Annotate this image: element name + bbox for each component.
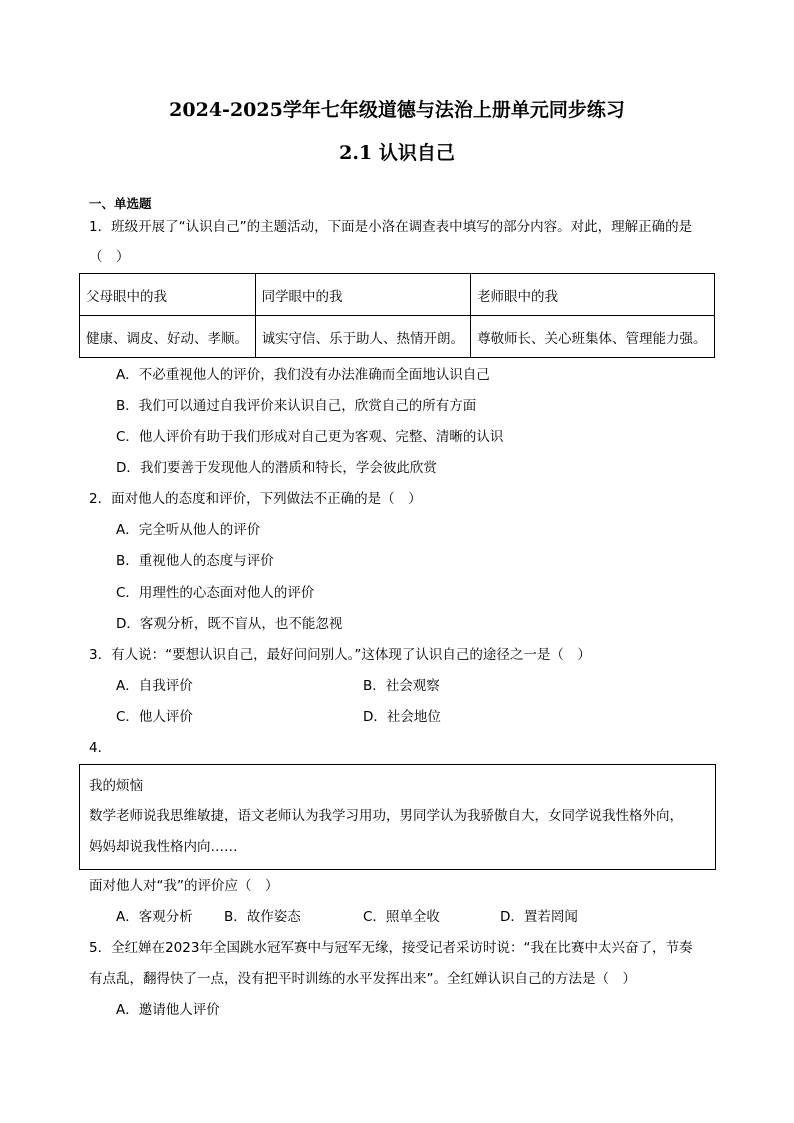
table-cell: 健康、调皮、好动、孝顺。 [80, 316, 256, 358]
table-row [80, 316, 715, 358]
table-header-cell: 父母眼中的我 [80, 274, 256, 316]
q4-stem: 面对他人对“我”的评价应（ ） [89, 878, 279, 894]
q1-option-d: D．我们要善于发现他人的潜质和特长，学会彼此欣赏 [116, 460, 437, 476]
q4-box-line2: 妈妈却说我性格内向…… [89, 839, 238, 855]
section-label: 一、单选题 [89, 196, 152, 211]
table-header-cell: 老师眼中的我 [471, 274, 715, 316]
q4-box-line1: 数学老师说我思维敏捷，语文老师认为我学习用功，男同学认为我骄傲自大，女同学说我性格外向， [89, 808, 683, 824]
q1-stem-line2: （ ） [89, 249, 130, 265]
q4-option-a: A．客观分析 [116, 909, 193, 925]
table-header-cell: 同学眼中的我 [255, 274, 471, 316]
q2-option-a: A．完全听从他人的评价 [116, 522, 261, 538]
q4-option-c: C．照单全收 [363, 909, 440, 925]
q3-option-b: B．社会观察 [363, 678, 440, 694]
q4-number: 4． [89, 740, 112, 756]
q5-option-a: A．邀请他人评价 [116, 1002, 220, 1018]
table-row [80, 274, 715, 316]
q1-stem-line1: 1．班级开展了“认识自己”的主题活动，下面是小洛在调查表中填写的部分内容。对此，理解正确的是 [89, 219, 693, 235]
q1-table [79, 273, 715, 358]
q5-stem-line1: 5．全红婵在2023年全国跳水冠军赛中与冠军无缘，接受记者采访时说：“我在比赛中太兴奋了，节奏 [89, 940, 693, 956]
q1-option-c: C．他人评价有助于我们形成对自己更为客观、完整、清晰的认识 [116, 429, 504, 445]
q3-option-d: D．社会地位 [363, 709, 441, 725]
q4-option-d: D．置若罔闻 [500, 909, 578, 925]
q4-box-title: 我的烦恼 [89, 778, 143, 794]
q2-stem: 2．面对他人的态度和评价，下列做法不正确的是（ ） [89, 491, 422, 507]
page-subtitle: 2.1 认识自己 [339, 142, 455, 164]
page-title: 2024-2025学年七年级道德与法治上册单元同步练习 [169, 99, 625, 121]
q2-option-d: D．客观分析，既不盲从，也不能忽视 [116, 616, 343, 632]
q3-option-c: C．他人评价 [116, 709, 193, 725]
table-cell: 诚实守信、乐于助人、热情开朗。 [255, 316, 471, 358]
q2-option-b: B．重视他人的态度与评价 [116, 553, 274, 569]
q3-stem: 3．有人说：“要想认识自己，最好问问别人。”这体现了认识自己的途径之一是（ ） [89, 647, 591, 663]
q4-option-b: B．故作姿态 [224, 909, 301, 925]
q1-option-b: B．我们可以通过自我评价来认识自己，欣赏自己的所有方面 [116, 398, 477, 414]
q1-option-a: A．不必重视他人的评价，我们没有办法准确而全面地认识自己 [116, 367, 490, 383]
q3-option-a: A．自我评价 [116, 678, 193, 694]
q2-option-c: C．用理性的心态面对他人的评价 [116, 585, 315, 601]
q5-stem-line2: 有点乱，翻得快了一点，没有把平时训练的水平发挥出来”。全红婵认识自己的方法是（ ） [89, 971, 636, 987]
table-cell: 尊敬师长、关心班集体、管理能力强。 [471, 316, 715, 358]
